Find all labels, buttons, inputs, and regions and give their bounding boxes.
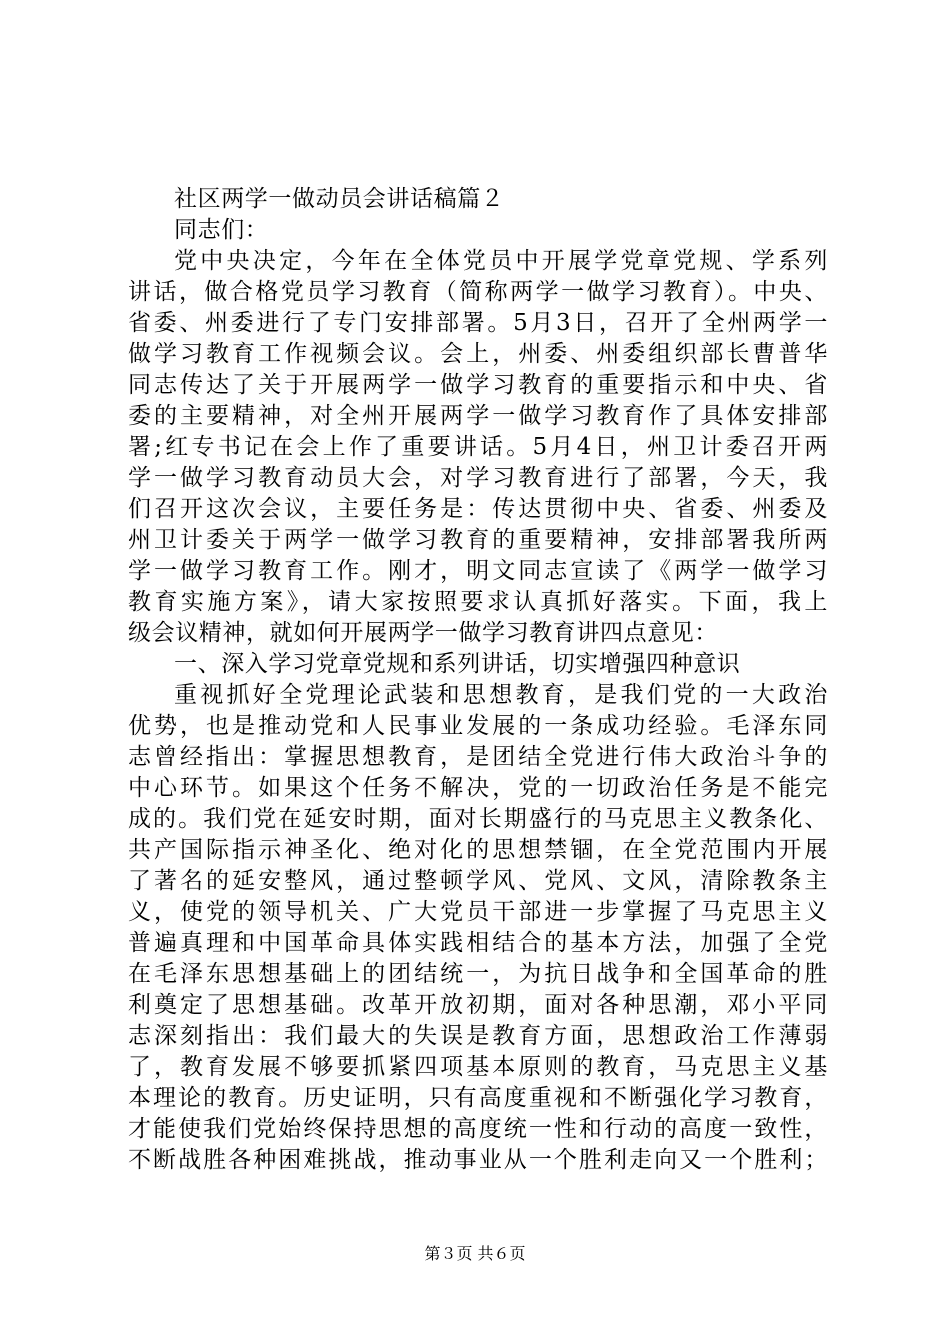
document-title: 社区两学一做动员会讲话稿篇２ [174, 186, 505, 212]
text-line: 利奠定了思想基础。改革开放初期，面对各种思潮，邓小平同 [128, 992, 828, 1018]
text-line: 共产国际指示神圣化、绝对化的思想禁锢，在全党范围内开展 [128, 837, 828, 863]
text-line: 不断战胜各种困难挑战，推动事业从一个胜利走向又一个胜利； [128, 1147, 828, 1173]
text-line: 学一做学习教育工作。刚才，明文同志宣读了《两学一做学习 [128, 558, 828, 584]
text-line: 本理论的教育。历史证明，只有高度重视和不断强化学习教育， [128, 1085, 828, 1111]
text-line: 在毛泽东思想基础上的团结统一，为抗日战争和全国革命的胜 [128, 961, 828, 987]
document-body [128, 184, 828, 1176]
text-line: 委的主要精神，对全州开展两学一做学习教育作了具体安排部 [128, 403, 828, 429]
text-line: 义，使党的领导机关、广大党员干部进一步掌握了马克思主义 [128, 899, 828, 925]
text-line: 优势，也是推动党和人民事业发展的一条成功经验。毛泽东同 [128, 713, 828, 739]
page-footer: 第３页 共６页 [424, 1244, 526, 1263]
text-line: 党中央决定，今年在全体党员中开展学党章党规、学系列 [174, 248, 828, 274]
text-line: 教育实施方案》，请大家按照要求认真抓好落实。下面，我上 [128, 589, 828, 615]
text-line: 才能使我们党始终保持思想的高度统一性和行动的高度一致性， [128, 1116, 828, 1142]
text-line: 省委、州委进行了专门安排部署。5月3日，召开了全州两学一 [128, 310, 828, 336]
text-line: 中心环节。如果这个任务不解决，党的一切政治任务是不能完 [128, 775, 828, 801]
text-line: 署;红专书记在会上作了重要讲话。5月4日，州卫计委召开两 [128, 434, 828, 460]
text-line: 成的。我们党在延安时期，面对长期盛行的马克思主义教条化、 [128, 806, 828, 832]
text-line: 同志传达了关于开展两学一做学习教育的重要指示和中央、省 [128, 372, 828, 398]
text-line: 州卫计委关于两学一做学习教育的重要精神，安排部署我所两 [128, 527, 828, 553]
text-line: 重视抓好全党理论武装和思想教育，是我们党的一大政治 [174, 682, 828, 708]
text-line: 一、深入学习党章党规和系列讲话，切实增强四种意识 [174, 651, 741, 677]
text-line: 讲话，做合格党员学习教育（简称两学一做学习教育）。中央、 [128, 279, 828, 305]
text-line: 级会议精神，就如何开展两学一做学习教育讲四点意见： [128, 620, 718, 646]
text-line: 志深刻指出：我们最大的失误是教育方面，思想政治工作薄弱 [128, 1023, 828, 1049]
text-line: 同志们： [174, 217, 269, 243]
text-line: 学一做学习教育动员大会，对学习教育进行了部署，今天，我 [128, 465, 828, 491]
text-line: 志曾经指出：掌握思想教育，是团结全党进行伟大政治斗争的 [128, 744, 828, 770]
text-line: 了著名的延安整风，通过整顿学风、党风、文风，清除教条主 [128, 868, 828, 894]
text-line: 了，教育发展不够要抓紧四项基本原则的教育，马克思主义基 [128, 1054, 828, 1080]
text-line: 们召开这次会议，主要任务是：传达贯彻中央、省委、州委及 [128, 496, 828, 522]
text-line: 普遍真理和中国革命具体实践相结合的基本方法，加强了全党 [128, 930, 828, 956]
text-line: 做学习教育工作视频会议。会上，州委、州委组织部长曹普华 [128, 341, 828, 367]
